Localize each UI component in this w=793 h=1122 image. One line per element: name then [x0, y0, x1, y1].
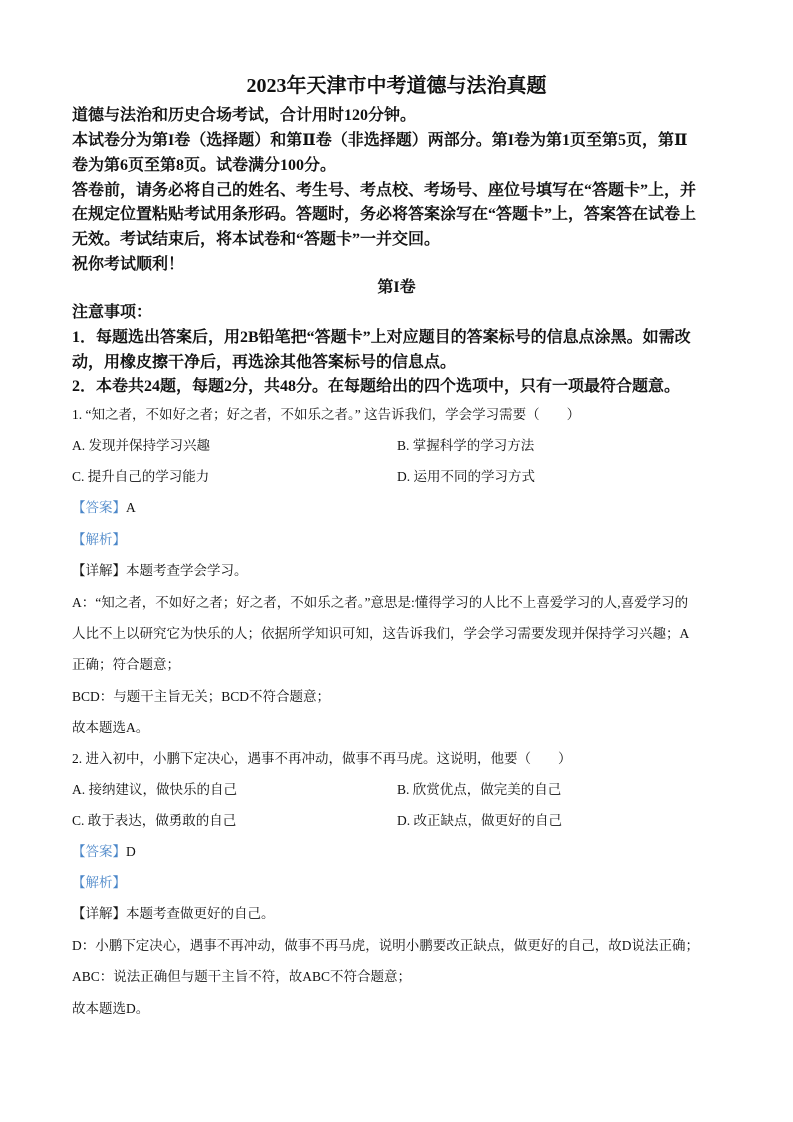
- note-line: 1．每题选出答案后，用2B铅笔把“答题卡”上对应题目的答案标号的信息点涂黑。如需改: [72, 329, 691, 346]
- intro-line: 卷为第6页至第8页。试卷满分100分。: [72, 157, 337, 174]
- note-line: 2．本卷共24题，每题2分，共48分。在每题给出的四个选项中，只有一项最符合题意。: [72, 378, 681, 395]
- answer-tag: 【答案】: [72, 500, 126, 515]
- answer-tag: 【答案】: [72, 844, 126, 859]
- explanation-line: D：小鹏下定决心，遇事不再冲动，做事不再马虎，说明小鹏要改正缺点，做更好的自己，故D说法正确；: [72, 938, 699, 953]
- notes-title: 注意事项：: [72, 304, 153, 321]
- analysis-tag: 【解析】: [72, 875, 126, 890]
- answer-value: D: [126, 844, 136, 859]
- intro-line: 无效。考试结束后，将本试卷和“答题卡”一并交回。: [72, 231, 441, 248]
- question-stem: 1. “知之者，不如好之者；好之者，不如乐之者。” 这告诉我们，学会学习需要（ ）: [72, 407, 581, 422]
- intro-line: 在规定位置粘贴考试用条形码。答题时，务必将答案涂写在“答题卡”上，答案答在试卷上: [72, 206, 697, 223]
- intro-line: 祝你考试顺利！: [72, 256, 185, 273]
- option-c: C. 提升自己的学习能力: [72, 469, 210, 484]
- question-stem: 2. 进入初中，小鹏下定决心，遇事不再冲动，做事不再马虎。这说明，他要（ ）: [72, 751, 572, 766]
- option-c: C. 敢于表达，做勇敢的自己: [72, 813, 237, 828]
- intro-line: 答卷前，请务必将自己的姓名、考生号、考点校、考场号、座位号填写在“答题卡”上，并: [72, 182, 697, 199]
- explanation-line: 【详解】本题考查学会学习。: [72, 563, 248, 578]
- answer-value: A: [126, 500, 136, 515]
- option-a: A. 接纳建议，做快乐的自己: [72, 782, 237, 797]
- analysis-tag: 【解析】: [72, 532, 126, 547]
- explanation-line: BCD：与题干主旨无关；BCD不符合题意；: [72, 689, 331, 704]
- intro-line: 本试卷分为第I卷（选择题）和第Ⅱ卷（非选择题）两部分。第I卷为第1页至第5页，第Ⅱ: [72, 132, 688, 149]
- answer-line: [72, 845, 136, 859]
- answer-line: [72, 501, 136, 515]
- option-b: B. 欣赏优点，做完美的自己: [397, 782, 562, 797]
- intro-line: 道德与法治和历史合场考试，合计用时120分钟。: [72, 107, 417, 124]
- section-title: 第I卷: [377, 279, 416, 296]
- option-b: B. 掌握科学的学习方法: [397, 438, 535, 453]
- explanation-line: 故本题选A。: [72, 720, 150, 735]
- option-a: A. 发现并保持学习兴趣: [72, 438, 210, 453]
- explanation-line: 故本题选D。: [72, 1001, 150, 1016]
- page-title: 2023年天津市中考道德与法治真题: [246, 75, 547, 97]
- explanation-line: ABC：说法正确但与题干主旨不符，故ABC不符合题意；: [72, 969, 412, 984]
- explanation-line: 【详解】本题考查做更好的自己。: [72, 906, 275, 921]
- explanation-line: 正确；符合题意；: [72, 657, 180, 672]
- note-line: 动，用橡皮擦干净后，再选涂其他答案标号的信息点。: [72, 354, 457, 371]
- option-d: D. 改正缺点，做更好的自己: [397, 813, 562, 828]
- option-d: D. 运用不同的学习方式: [397, 469, 535, 484]
- explanation-line: 人比不上以研究它为快乐的人；依据所学知识可知，这告诉我们，学会学习需要发现并保持学习兴趣；A: [72, 626, 690, 641]
- explanation-line: A：“知之者，不如好之者；好之者，不如乐之者。”意思是:懂得学习的人比不上喜爱学习的人,喜爱学习的: [72, 595, 689, 610]
